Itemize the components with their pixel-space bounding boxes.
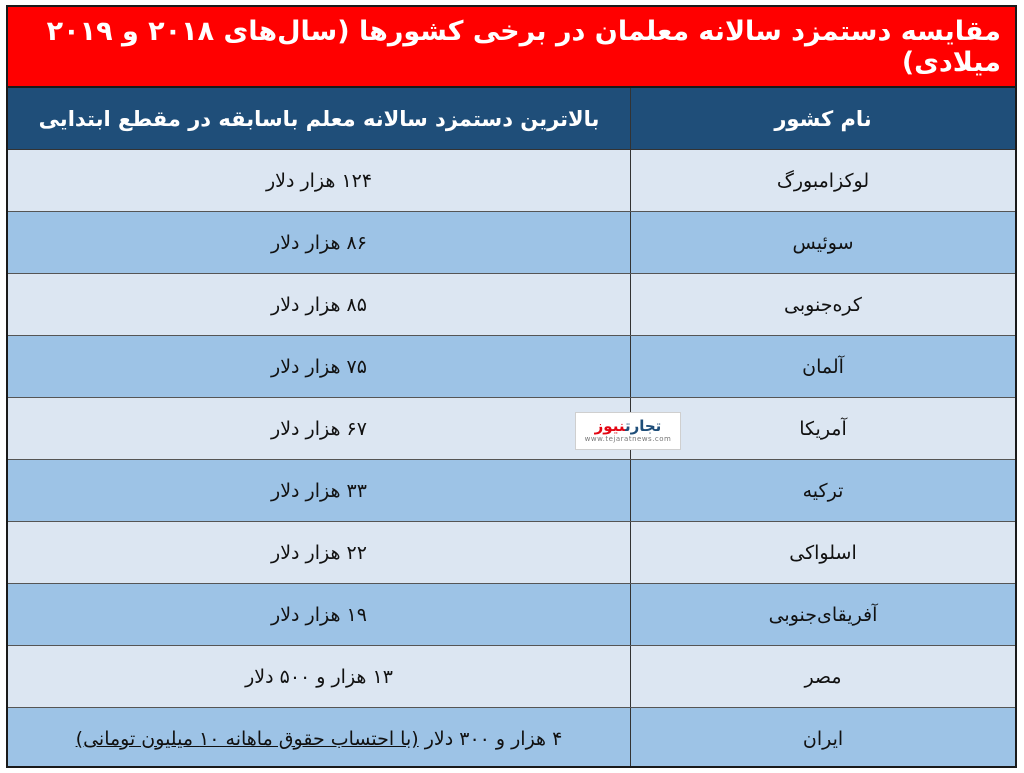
salary-cell: ۶۷ هزار دلار <box>271 417 367 440</box>
country-cell: ترکیه <box>630 460 1015 521</box>
salary-cell: ۱۳ هزار و ۵۰۰ دلار <box>245 665 393 688</box>
salary-comparison-table <box>6 5 1017 768</box>
country-cell: ایران <box>630 708 1015 768</box>
table-header-row <box>8 88 1015 150</box>
watermark-logo-part1: تجارت <box>624 417 662 435</box>
country-cell: آلمان <box>630 336 1015 397</box>
table-row <box>8 150 1015 212</box>
salary-cell: ۳۳ هزار دلار <box>271 479 367 502</box>
country-cell: آفریقای‌جنوبی <box>630 584 1015 645</box>
table-row <box>8 398 1015 460</box>
watermark-url: www.tejaratnews.com <box>584 435 672 443</box>
salary-value: ۴ هزار و ۳۰۰ دلار <box>424 728 563 750</box>
salary-cell <box>8 708 630 768</box>
table-row <box>8 274 1015 336</box>
country-cell: کره‌جنوبی <box>630 274 1015 335</box>
tejaratnews-watermark <box>575 412 681 450</box>
country-cell: اسلواکی <box>630 522 1015 583</box>
country-cell: مصر <box>630 646 1015 707</box>
watermark-logo-part2: نیوز <box>594 417 625 435</box>
table-row <box>8 708 1015 768</box>
header-country: نام کشور <box>630 88 1015 149</box>
salary-cell: ۲۲ هزار دلار <box>271 541 367 564</box>
country-cell: سوئیس <box>630 212 1015 273</box>
salary-cell: ۸۶ هزار دلار <box>271 231 367 254</box>
table-row <box>8 336 1015 398</box>
watermark-logo <box>595 418 662 435</box>
table-row <box>8 460 1015 522</box>
salary-cell: ۱۹ هزار دلار <box>271 603 367 626</box>
salary-cell: ۸۵ هزار دلار <box>271 293 367 316</box>
table-row <box>8 522 1015 584</box>
salary-cell: ۱۲۴ هزار دلار <box>265 169 373 192</box>
table-row <box>8 212 1015 274</box>
table-row <box>8 646 1015 708</box>
salary-cell: ۷۵ هزار دلار <box>271 355 367 378</box>
table-title: مقایسه دستمزد سالانه معلمان در برخی کشورها (سال‌های ۲۰۱۸ و ۲۰۱۹ میلادی) <box>8 7 1015 88</box>
country-cell: لوکزامبورگ <box>630 150 1015 211</box>
salary-note: (با احتساب حقوق ماهانه ۱۰ میلیون تومانی) <box>75 728 419 750</box>
table-row <box>8 584 1015 646</box>
country-cell: آمریکا <box>630 398 1015 459</box>
header-salary: بالاترین دستمزد سالانه معلم باسابقه در مقطع ابتدایی <box>38 106 600 131</box>
